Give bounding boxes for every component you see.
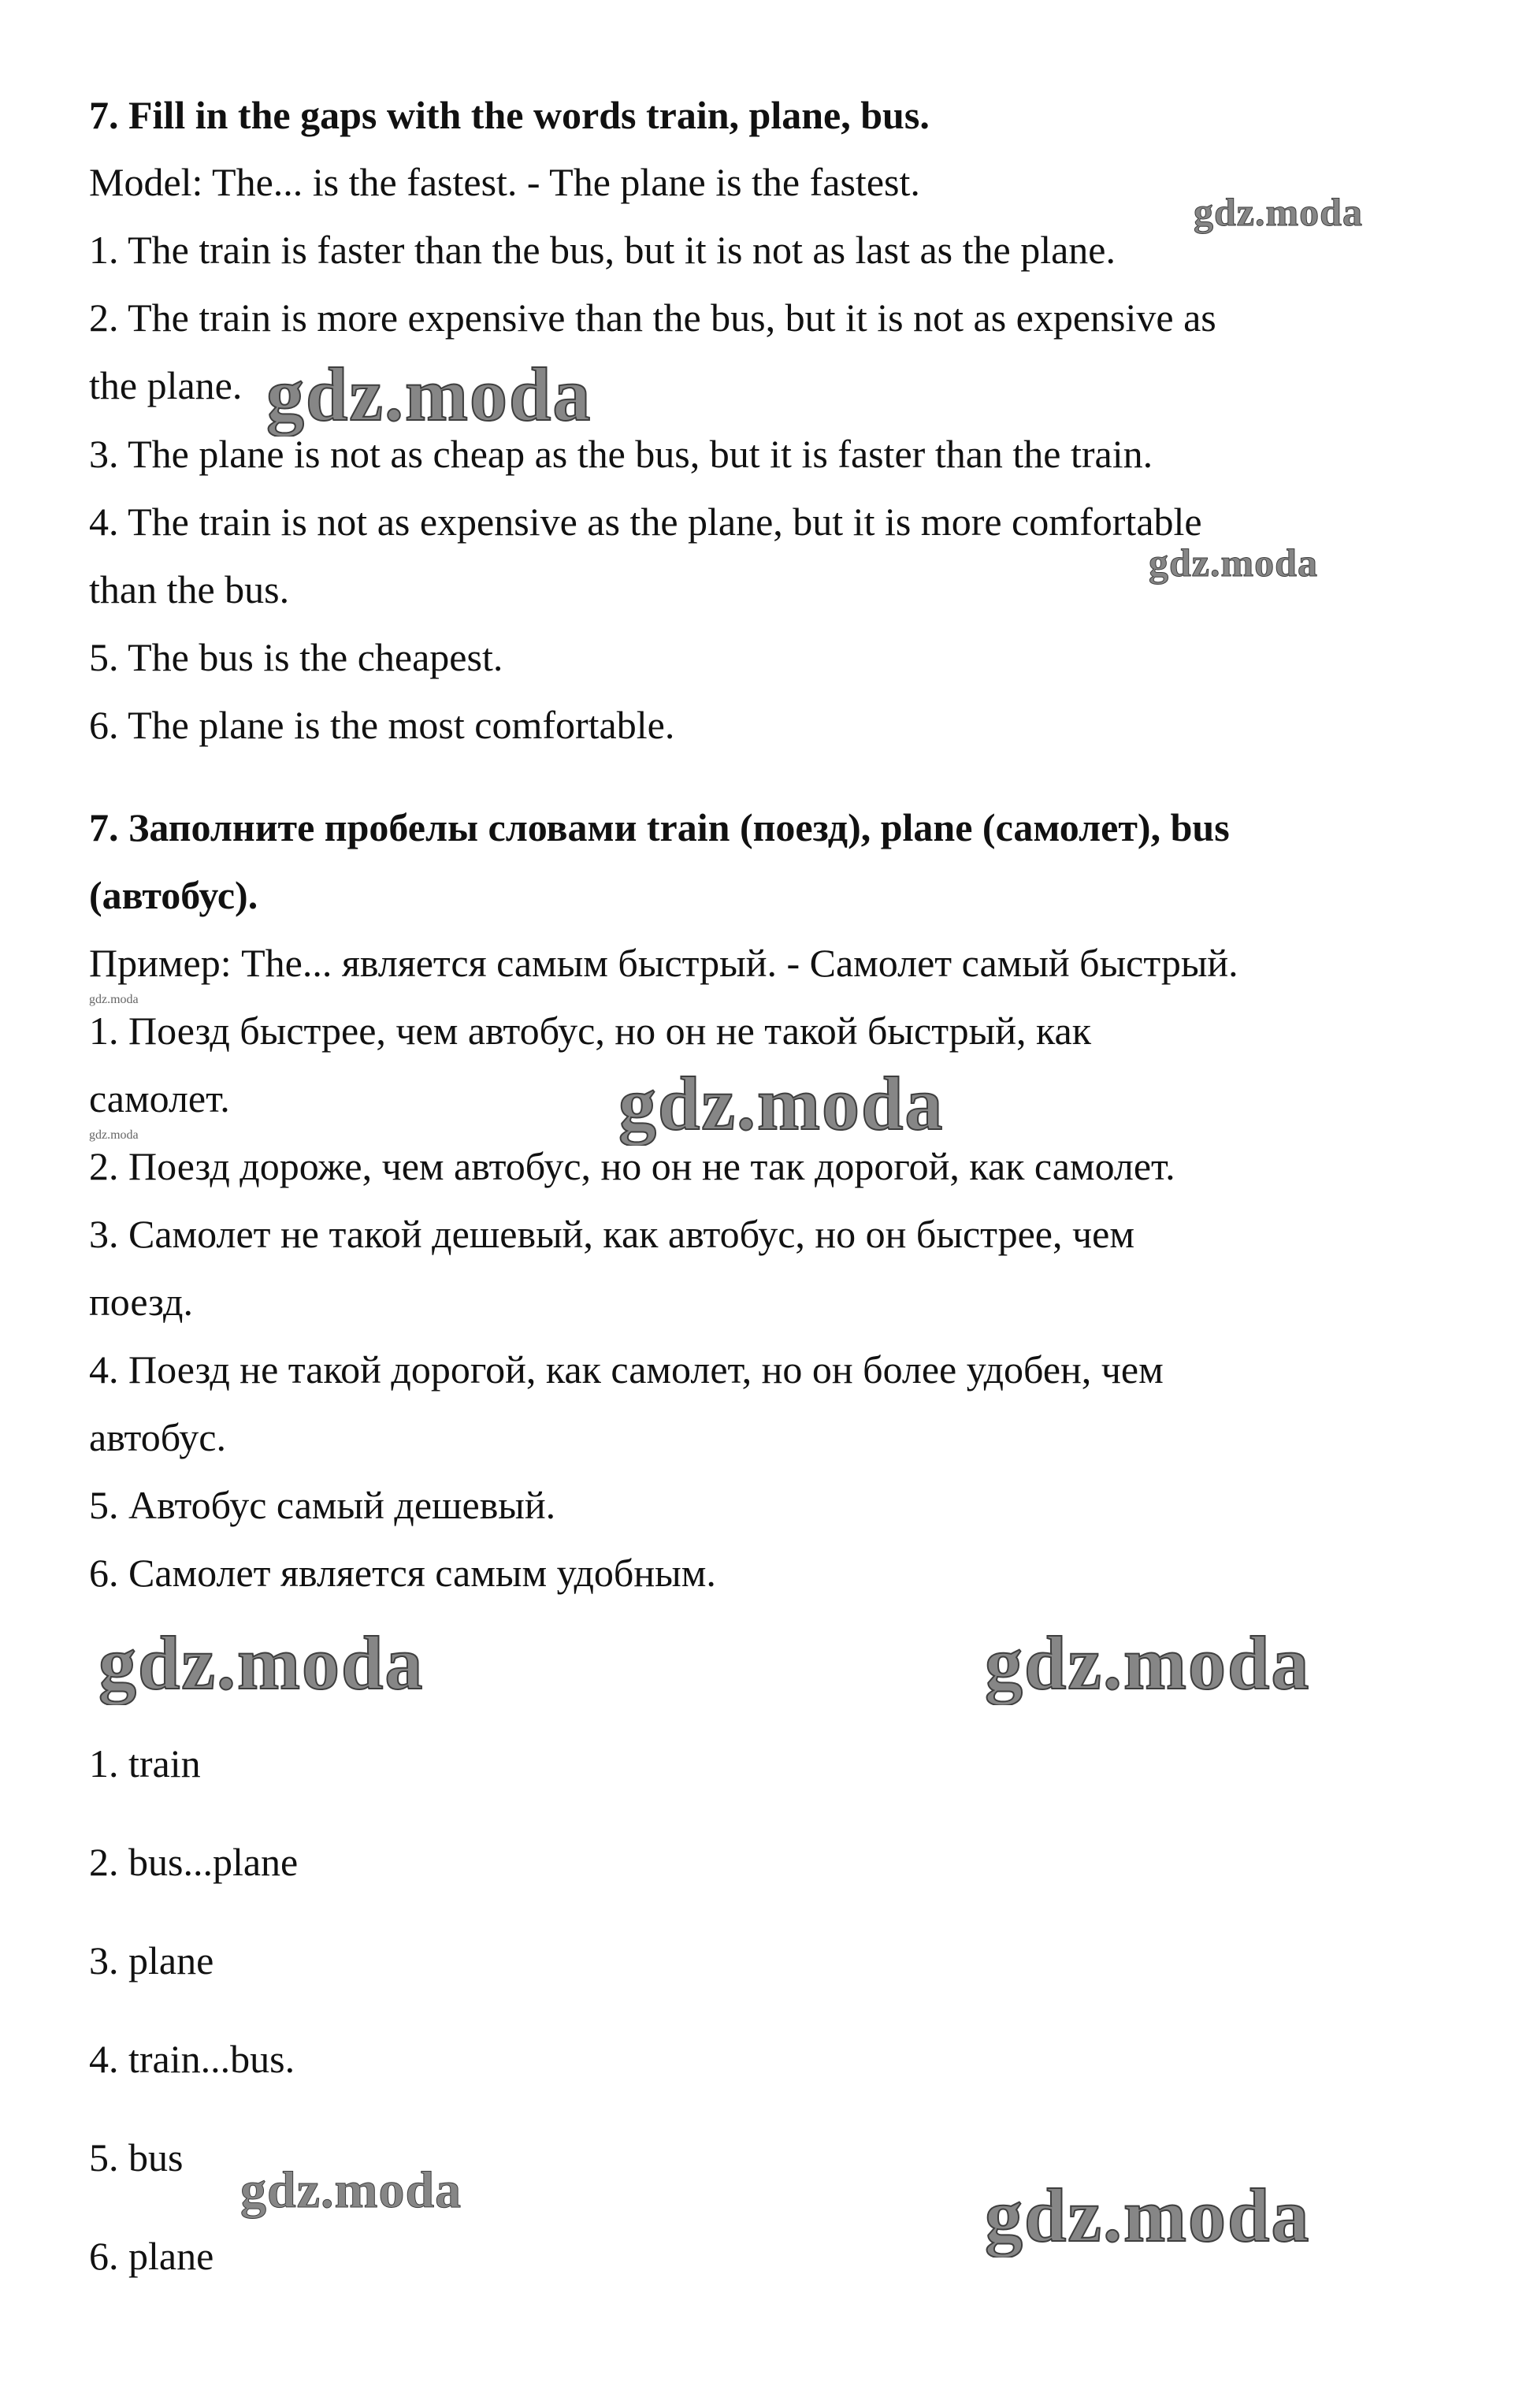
russian-line-3b: поезд. bbox=[89, 1280, 193, 1324]
russian-line-4b: автобус. bbox=[89, 1415, 226, 1459]
watermark: gdz.moda bbox=[985, 1621, 1311, 1705]
watermark: gdz.moda bbox=[89, 993, 139, 1006]
watermark: gdz.moda bbox=[618, 1061, 945, 1146]
russian-line-3a: 3. Самолет не такой дешевый, как автобус, но он быстрее, чем bbox=[89, 1212, 1134, 1256]
english-line-2a: 2. The train is more expensive than the bus, but it is not as expensive as bbox=[89, 295, 1216, 340]
watermark: gdz.moda bbox=[98, 1621, 425, 1705]
watermark: gdz.moda bbox=[240, 2161, 462, 2219]
watermark: gdz.moda bbox=[266, 352, 592, 437]
english-line-4b: than the bus. bbox=[89, 567, 290, 611]
russian-line-2: 2. Поезд дороже, чем автобус, но он не так дорогой, как самолет. bbox=[89, 1144, 1175, 1188]
watermark: gdz.moda bbox=[1149, 541, 1318, 585]
russian-line-1b: самолет. bbox=[89, 1076, 230, 1120]
answer-6: 6. plane bbox=[89, 2234, 214, 2278]
russian-line-5: 5. Автобус самый дешевый. bbox=[89, 1483, 556, 1527]
english-line-6: 6. The plane is the most comfortable. bbox=[89, 703, 675, 747]
answer-2: 2. bus...plane bbox=[89, 1840, 299, 1884]
russian-heading-a: 7. Заполните пробелы словами train (поезд), plane (самолет), bus bbox=[89, 805, 1230, 849]
english-line-1: 1. The train is faster than the bus, but it is not as last as the plane. bbox=[89, 228, 1116, 272]
english-model: Model: The... is the fastest. - The plane is the fastest. bbox=[89, 160, 920, 204]
russian-example: Пример: The... является самым быстрый. - Самолет самый быстрый. bbox=[89, 941, 1238, 985]
answer-4: 4. train...bus. bbox=[89, 2037, 295, 2081]
answer-3: 3. plane bbox=[89, 1938, 214, 1983]
watermark: gdz.moda bbox=[985, 2173, 1311, 2258]
english-line-4a: 4. The train is not as expensive as the plane, but it is more comfortable bbox=[89, 500, 1202, 544]
english-line-3: 3. The plane is not as cheap as the bus, but it is faster than the train. bbox=[89, 432, 1153, 476]
russian-heading-b: (автобус). bbox=[89, 873, 258, 917]
english-line-5: 5. The bus is the cheapest. bbox=[89, 635, 503, 679]
watermark: gdz.moda bbox=[89, 1128, 139, 1142]
answer-5: 5. bus bbox=[89, 2135, 184, 2179]
russian-line-6: 6. Самолет является самым удобным. bbox=[89, 1551, 716, 1595]
russian-line-1a: 1. Поезд быстрее, чем автобус, но он не такой быстрый, как bbox=[89, 1009, 1092, 1053]
english-heading: 7. Fill in the gaps with the words train, plane, bus. bbox=[89, 93, 930, 137]
russian-line-4a: 4. Поезд не такой дорогой, как самолет, но он более удобен, чем bbox=[89, 1347, 1164, 1392]
answer-1: 1. train bbox=[89, 1741, 201, 1786]
english-line-2b: the plane. bbox=[89, 363, 243, 407]
watermark: gdz.moda bbox=[1194, 190, 1363, 234]
